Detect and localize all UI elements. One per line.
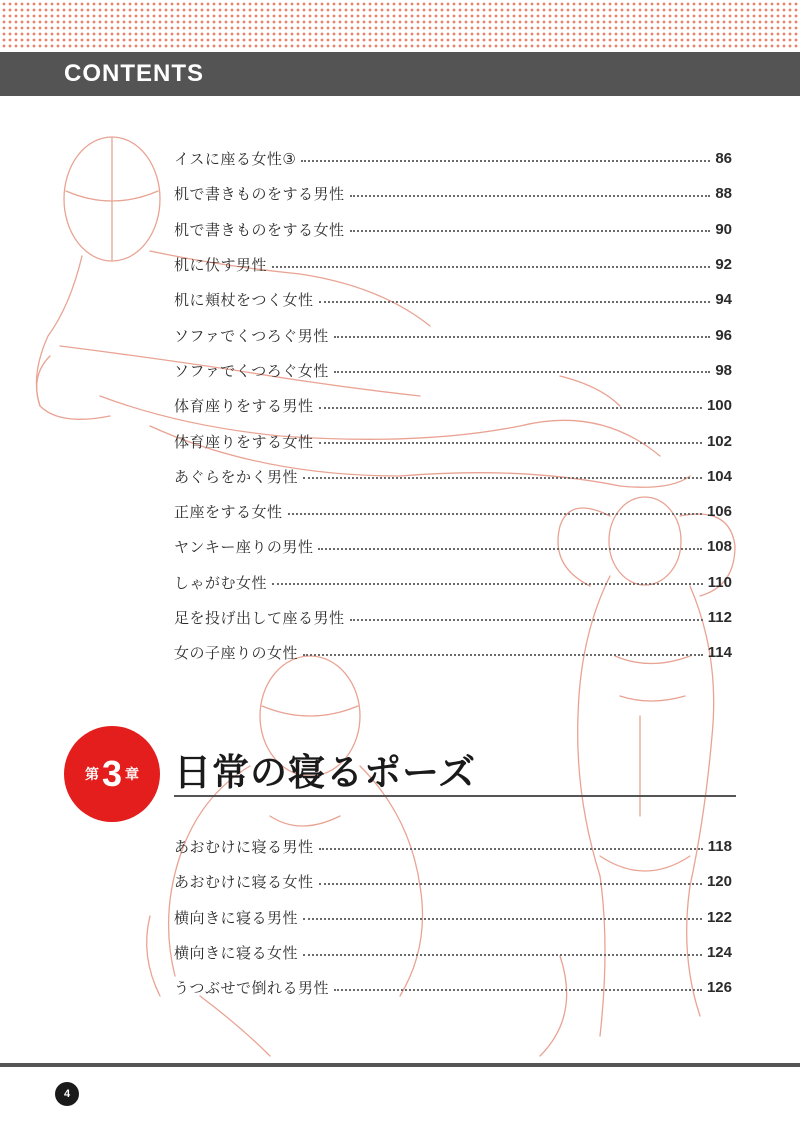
toc-list-chapter-2 — [174, 141, 732, 670]
toc-item[interactable] — [174, 459, 732, 494]
chapter-prefix: 第 — [84, 767, 99, 783]
toc-item[interactable] — [174, 423, 732, 458]
toc-leader-dots — [272, 583, 703, 585]
toc-leader-dots — [319, 883, 702, 885]
toc-item[interactable] — [174, 829, 732, 864]
toc-item-page: 94 — [715, 291, 732, 309]
toc-leader-dots — [303, 654, 703, 656]
toc-item[interactable] — [174, 565, 732, 600]
toc-item-page: 120 — [706, 873, 732, 891]
toc-item-title: あおむけに寝る男性 — [174, 838, 314, 857]
toc-item-page: 106 — [706, 503, 732, 521]
toc-item[interactable] — [174, 600, 732, 635]
toc-item-title: ソファでくつろぐ男性 — [174, 326, 329, 345]
toc-item-title: 机に頬杖をつく女性 — [174, 291, 314, 310]
toc-item-title: あぐらをかく男性 — [174, 467, 299, 486]
toc-item-page: 88 — [715, 185, 732, 203]
toc-item-title: 足を投げ出して座る男性 — [174, 609, 345, 627]
toc-item-page: 102 — [706, 432, 732, 450]
toc-item-title: 体育座りをする女性 — [174, 432, 314, 451]
toc-item-page: 86 — [715, 150, 732, 168]
chapter-badge — [64, 726, 160, 822]
toc-leader-dots — [334, 336, 711, 338]
toc-item-page: 108 — [706, 538, 732, 556]
toc-item-page: 124 — [706, 944, 732, 962]
toc-item[interactable] — [174, 529, 732, 564]
toc-item-page: 122 — [706, 908, 732, 926]
toc-leader-dots — [319, 848, 703, 850]
toc-item-page: 118 — [707, 838, 732, 856]
toc-item[interactable] — [174, 141, 732, 176]
toc-item-page: 112 — [707, 609, 732, 626]
toc-list-chapter-3 — [174, 829, 732, 1005]
footer-rule — [0, 1063, 800, 1067]
toc-leader-dots — [350, 619, 703, 621]
toc-item-title: ヤンキー座りの男性 — [174, 538, 314, 557]
toc-item-title: 机で書きものをする男性 — [174, 185, 345, 204]
toc-leader-dots — [334, 371, 711, 373]
toc-item-title: あおむけに寝る女性 — [174, 873, 314, 892]
toc-leader-dots — [301, 160, 710, 162]
toc-leader-dots — [303, 477, 702, 479]
toc-item[interactable] — [174, 282, 732, 317]
toc-item[interactable] — [174, 494, 732, 529]
toc-item-page: 92 — [715, 256, 732, 274]
toc-leader-dots — [350, 230, 711, 232]
toc-leader-dots — [303, 954, 702, 956]
page-title: CONTENTS — [64, 60, 204, 87]
toc-leader-dots — [272, 266, 710, 268]
toc-item-page: 126 — [706, 979, 732, 997]
toc-leader-dots — [303, 918, 702, 920]
toc-item-title: 横向きに寝る女性 — [174, 944, 299, 963]
toc-item-page: 100 — [706, 397, 732, 415]
toc-item-title: 女の子座りの女性 — [174, 644, 299, 663]
toc-item[interactable] — [174, 970, 732, 1005]
toc-leader-dots — [319, 442, 702, 444]
toc-item-title: 机に伏す男性 — [174, 256, 268, 275]
toc-item[interactable] — [174, 388, 732, 423]
toc-item-title: イスに座る女性③ — [174, 150, 297, 169]
toc-item-page: 90 — [715, 220, 732, 238]
toc-item[interactable] — [174, 353, 732, 388]
chapter-suffix: 章 — [125, 767, 140, 783]
toc-leader-dots — [288, 513, 702, 515]
toc-item[interactable] — [174, 864, 732, 899]
toc-item-title: 横向きに寝る男性 — [174, 908, 299, 927]
toc-leader-dots — [350, 195, 711, 197]
toc-item-page: 110 — [707, 573, 732, 591]
page-number-badge: 4 — [55, 1082, 79, 1106]
toc-item-title: ソファでくつろぐ女性 — [174, 361, 329, 380]
chapter-divider — [174, 795, 736, 797]
toc-item-page: 96 — [715, 326, 732, 344]
toc-item-title: しゃがむ女性 — [174, 573, 268, 592]
toc-item-page: 114 — [707, 644, 732, 662]
toc-leader-dots — [334, 989, 702, 991]
toc-item-title: 体育座りをする男性 — [174, 397, 314, 416]
toc-leader-dots — [319, 301, 711, 303]
toc-item[interactable] — [174, 635, 732, 670]
toc-item-title: 机で書きものをする女性 — [174, 220, 345, 239]
toc-item[interactable] — [174, 212, 732, 247]
toc-item[interactable] — [174, 317, 732, 352]
chapter-number: 3 — [101, 753, 123, 794]
toc-item-title: 正座をする女性 — [174, 503, 283, 522]
toc-item[interactable] — [174, 935, 732, 970]
toc-leader-dots — [318, 548, 702, 550]
toc-item-page: 104 — [706, 467, 732, 485]
toc-item[interactable] — [174, 176, 732, 211]
toc-item[interactable] — [174, 900, 732, 935]
chapter-title: 日常の寝るポーズ — [174, 751, 477, 794]
toc-leader-dots — [319, 407, 702, 409]
toc-item[interactable] — [174, 247, 732, 282]
toc-item-page: 98 — [715, 361, 732, 379]
dot-pattern-band — [0, 0, 800, 50]
toc-item-title: うつぶせで倒れる男性 — [174, 979, 330, 998]
